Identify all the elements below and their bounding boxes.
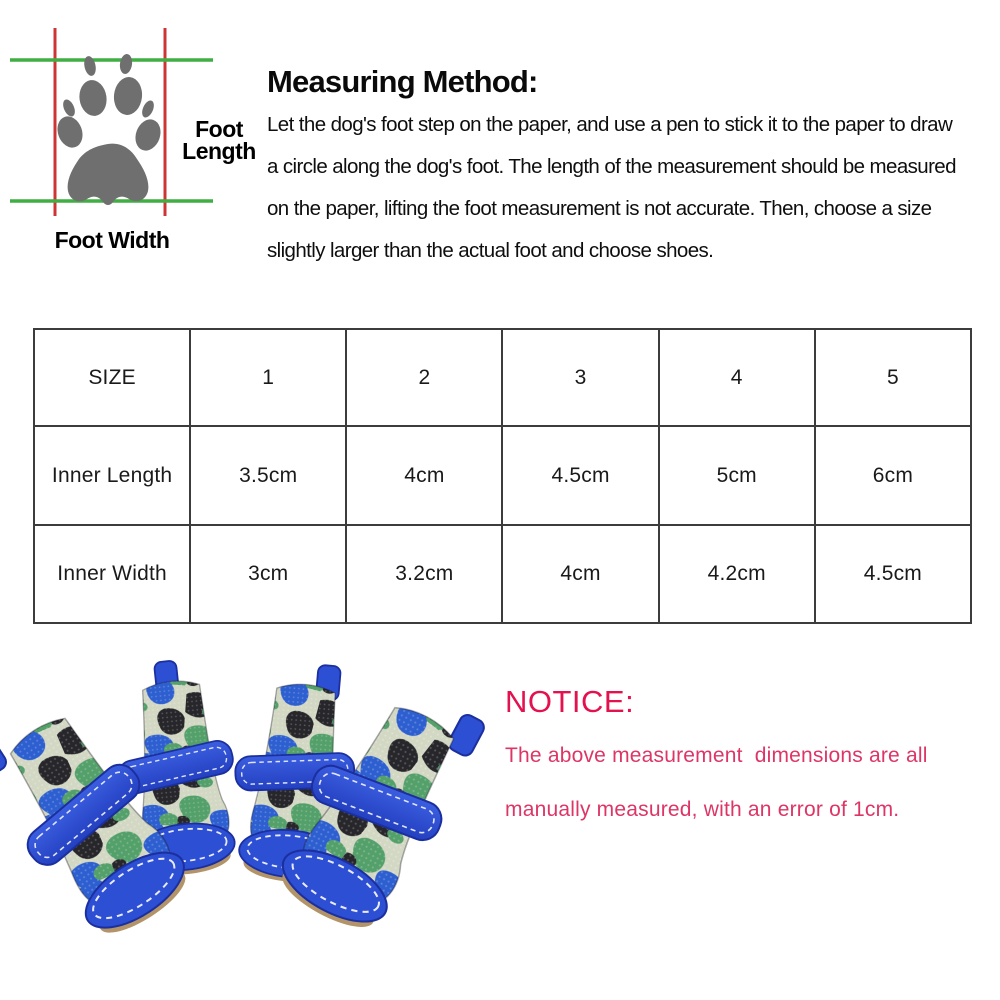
size-table-header-row xyxy=(34,329,971,426)
measuring-line: on the paper, lifting the foot measurement is not accurate. Then, choose a size xyxy=(267,197,932,220)
size-value-cell: 4cm xyxy=(346,426,502,525)
product-photo xyxy=(0,648,500,958)
notice-line: The above measurement dimensions are all xyxy=(505,744,928,767)
size-value-cell: 4.5cm xyxy=(502,426,658,525)
size-table xyxy=(33,328,972,624)
size-header-cell: 1 xyxy=(190,329,346,426)
size-value-cell: 5cm xyxy=(659,426,815,525)
foot-width-label: Foot Width xyxy=(54,227,170,253)
foot-length-label: Foot Length xyxy=(182,116,256,164)
notice-title: NOTICE: xyxy=(505,684,635,719)
row-label-cell: Inner Length xyxy=(34,426,190,525)
size-header-cell: 3 xyxy=(502,329,658,426)
measuring-line: slightly larger than the actual foot and choose shoes. xyxy=(267,239,714,262)
size-header-cell: 5 xyxy=(815,329,971,426)
inner-length-row xyxy=(34,426,971,525)
size-value-cell: 4.5cm xyxy=(815,525,971,623)
measuring-method-title: Measuring Method: xyxy=(267,64,538,99)
measuring-line: Let the dog's foot step on the paper, and use a pen to stick it to the paper to draw xyxy=(267,113,953,136)
notice-line: manually measured, with an error of 1cm. xyxy=(505,798,900,821)
size-value-cell: 4cm xyxy=(502,525,658,623)
measuring-line: a circle along the dog's foot. The length of the measurement should be measured xyxy=(267,155,956,178)
measuring-method-paragraph xyxy=(267,104,956,272)
size-header-cell: 2 xyxy=(346,329,502,426)
size-value-cell: 4.2cm xyxy=(659,525,815,623)
size-value-cell: 6cm xyxy=(815,426,971,525)
size-header-cell: 4 xyxy=(659,329,815,426)
size-header-cell: SIZE xyxy=(34,329,190,426)
inner-width-row xyxy=(34,525,971,623)
paw-print-icon xyxy=(53,53,164,205)
size-value-cell: 3.2cm xyxy=(346,525,502,623)
row-label-cell: Inner Width xyxy=(34,525,190,623)
size-value-cell: 3cm xyxy=(190,525,346,623)
size-value-cell: 3.5cm xyxy=(190,426,346,525)
